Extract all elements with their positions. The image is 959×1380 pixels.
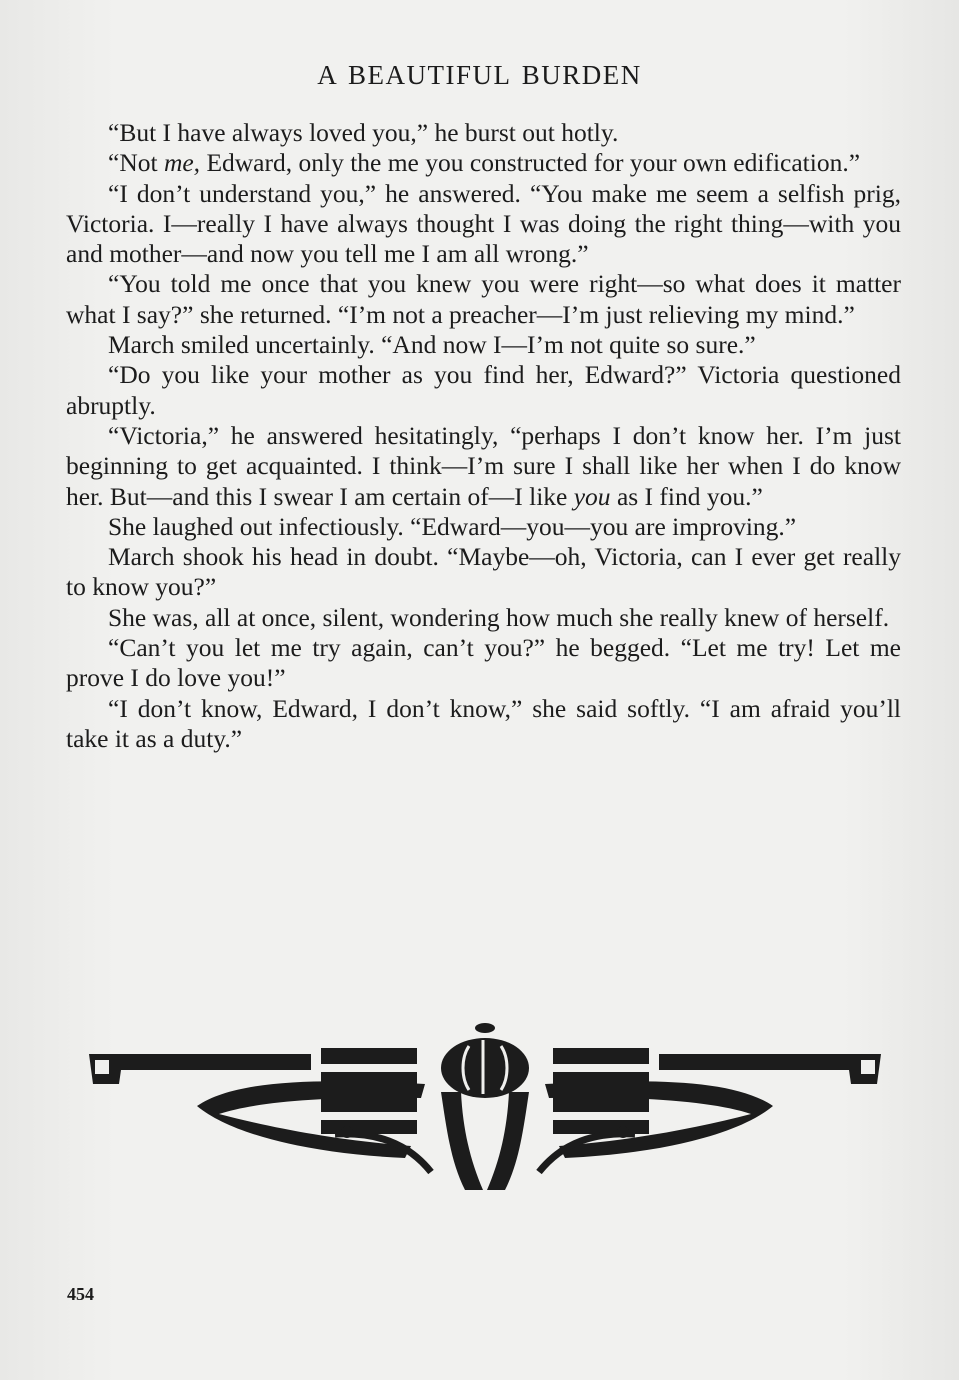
emphasis: you [573, 481, 611, 511]
paragraph: “I don’t know, Edward, I don’t know,” she said softly. “I am afraid you’ll take it as a duty.” [66, 693, 901, 753]
paragraph: “Victoria,” he answered hesitatingly, “perhaps I don’t know her. I’m just beginning to get acquainted. I think—I’m sure I shall like her when I do know her. But—and this I swear I am certain of—I like you as I find you.” [66, 420, 901, 511]
emphasis: me, [163, 148, 201, 178]
running-head: A BEAUTIFUL BURDEN [317, 60, 642, 90]
paragraph: March shook his head in doubt. “Maybe—oh, Victoria, can I ever get really to know you?” [66, 542, 901, 602]
paragraph: She was, all at once, silent, wondering how much she really knew of herself. [108, 602, 890, 632]
paragraph: “But I have always loved you,” he burst out hotly. [108, 118, 619, 147]
paragraph: “You told me once that you knew you were right—so what does it matter what I say?” she returned. “I’m not a preacher—I’m just relieving my mind.” [66, 269, 901, 329]
art-nouveau-tailpiece-ornament-icon [85, 1022, 885, 1202]
paragraph: She laughed out infectiously. “Edward—you—you are improving.” [108, 511, 797, 541]
paragraph: “Do you like your mother as you find her, Edward?” Victoria questioned abruptly. [66, 360, 901, 420]
paragraph: “I don’t understand you,” he answered. “You make me seem a selfish prig, Victoria. I—really I have always thought I was doing the right thing—with you and mother—and now you tell me I am all wrong.” [66, 178, 901, 269]
body-text [66, 118, 901, 754]
paragraph: March smiled uncertainly. “And now I—I’m not quite so sure.” [108, 330, 756, 360]
page-number: 454 [67, 1284, 94, 1304]
paragraph: “Can’t you let me try again, can’t you?” he begged. “Let me try! Let me prove I do love you!” [66, 633, 901, 693]
paragraph: “Not me, Edward, only the me you constructed for your own edification.” [108, 148, 861, 178]
